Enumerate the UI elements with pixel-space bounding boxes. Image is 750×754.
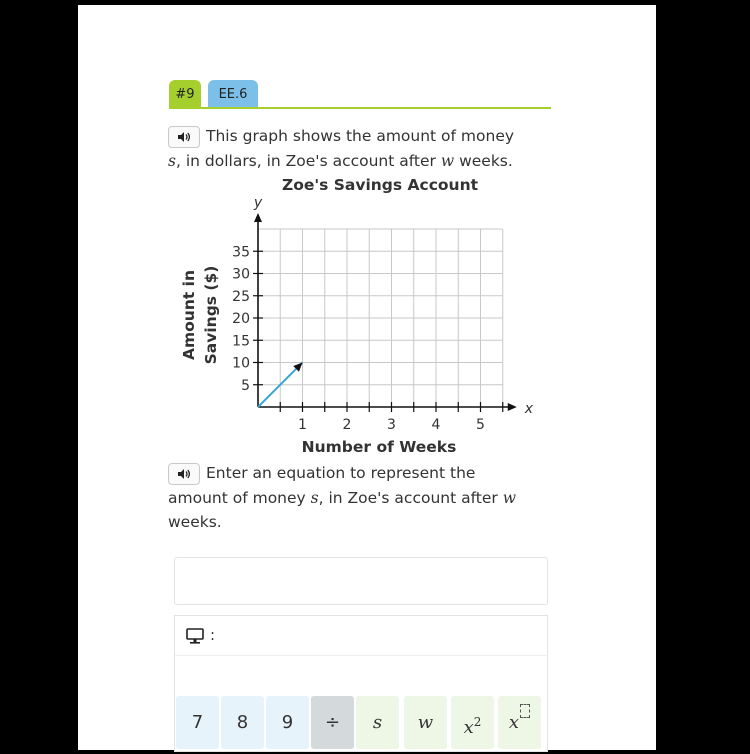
speaker-icon	[177, 131, 191, 143]
prompt-line-2: s, in dollars, in Zoe's account after w weeks.	[168, 152, 513, 170]
savings-chart	[168, 195, 538, 460]
key-x-power[interactable]: x	[498, 696, 541, 749]
prompt-line-1: This graph shows the amount of money	[206, 127, 515, 145]
placeholder-box-icon	[520, 704, 530, 718]
monitor-icon[interactable]	[186, 628, 204, 644]
key-8[interactable]: 8	[221, 696, 264, 749]
y-tick-label: 25	[232, 288, 250, 305]
instruction-line-3: weeks.	[168, 513, 222, 531]
x-tick-label: 5	[476, 417, 485, 433]
y-tick-label: 10	[232, 355, 250, 372]
y-tick-label: 30	[232, 266, 250, 283]
y-tick-label: 20	[232, 311, 250, 327]
keyboard-header-label: :	[210, 626, 216, 644]
key-s[interactable]: s	[356, 696, 399, 749]
y-tick-label: 5	[241, 377, 250, 394]
y-axis-letter: y	[253, 195, 263, 211]
chart-title: Zoe's Savings Account	[281, 176, 479, 194]
instruction-line-2: amount of money s, in Zoe's account after w	[168, 489, 516, 507]
y-axis-title-line-2: Savings ($)	[202, 265, 220, 365]
x-axis-title: Number of Weeks	[301, 438, 457, 456]
key-9[interactable]: 9	[266, 696, 309, 749]
y-axis-arrow	[254, 213, 262, 222]
y-tick-label: 15	[232, 333, 250, 350]
header-rule	[169, 107, 551, 109]
x-tick-label: 4	[431, 417, 441, 433]
key-x-squared[interactable]: $x^2$	[451, 696, 494, 749]
audio-button-instruction[interactable]	[168, 463, 200, 485]
y-tick-label: 35	[232, 244, 250, 261]
keyboard-header	[174, 615, 548, 656]
key-w[interactable]: w	[404, 696, 447, 749]
x-axis-arrow	[508, 403, 517, 411]
x-axis-letter: x	[524, 401, 534, 417]
key-divide[interactable]: ÷	[311, 696, 354, 749]
x-tick-label: 1	[298, 417, 307, 433]
answer-input[interactable]	[174, 557, 548, 605]
question-number-tag: #9	[169, 80, 201, 109]
x-tick-label: 3	[387, 417, 396, 433]
standard-tag: EE.6	[208, 80, 258, 109]
key-7[interactable]: 7	[176, 696, 219, 749]
x-tick-label: 2	[342, 417, 352, 433]
y-axis-title-line-1: Amount in	[180, 269, 198, 361]
audio-button-prompt[interactable]	[168, 126, 200, 148]
speaker-icon	[177, 468, 191, 480]
instruction-line-1: Enter an equation to represent the	[206, 464, 476, 482]
